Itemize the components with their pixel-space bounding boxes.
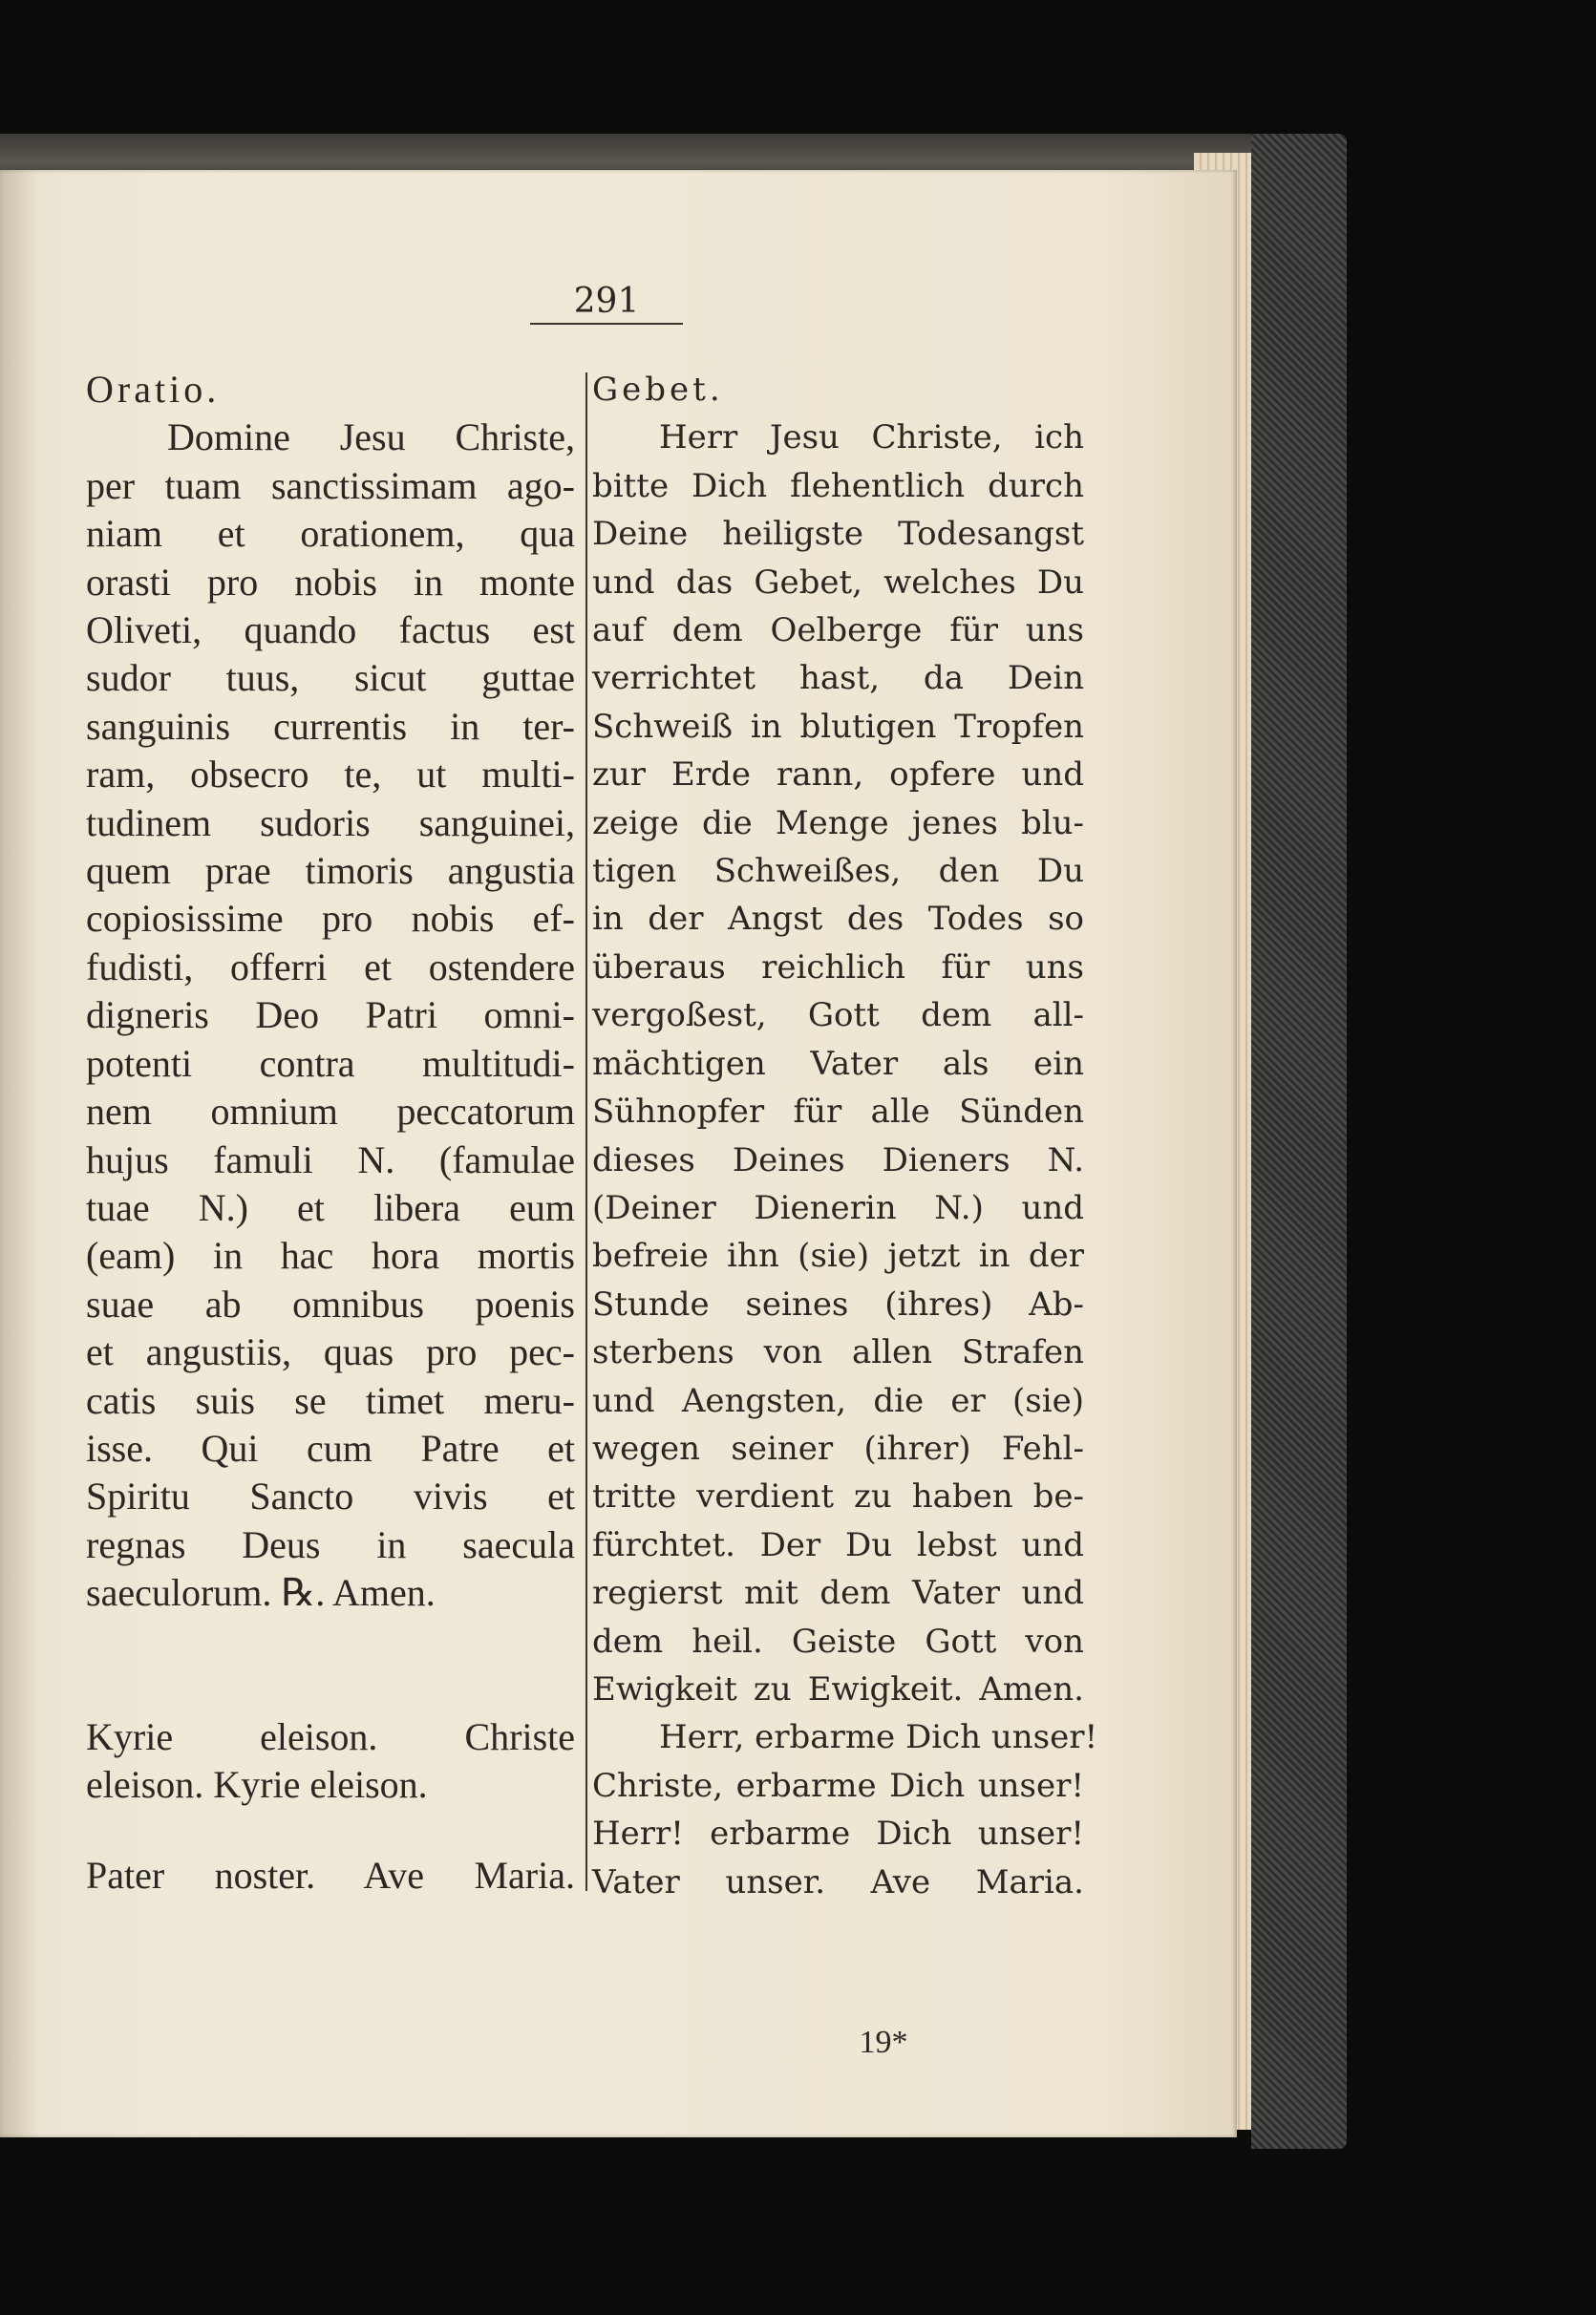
header-rule [530, 323, 683, 325]
latin-heading: Oratio. [86, 368, 221, 411]
latin-line: hujus famuli N. (famulae [86, 1137, 575, 1181]
german-line: dem heil. Geiste Gott von [592, 1622, 1084, 1661]
latin-line: fudisti, offerri et ostendere [86, 945, 575, 988]
latin-line: potenti contra multitudi- [86, 1041, 575, 1085]
german-line: (Deiner Dienerin N.) und [592, 1188, 1084, 1227]
latin-line: (eam) in hac hora mortis [86, 1234, 575, 1278]
book-cover-edge [1251, 134, 1347, 2149]
page-number: 291 [573, 282, 640, 321]
latin-line: copiosissime pro nobis ef- [86, 897, 575, 941]
german-line: zeige die Menge jenes blu- [592, 803, 1084, 842]
german-line: Herr, erbarme Dich unser! [659, 1718, 1098, 1757]
latin-line: tuae N.) et libera eum [86, 1185, 575, 1229]
german-line: und das Gebet, welches Du [592, 563, 1084, 602]
latin-line: niam et orationem, qua [86, 512, 575, 556]
german-line: Deine heiligste Todesangst [592, 515, 1084, 554]
german-line: dieses Deines Dieners N. [592, 1140, 1084, 1179]
german-line: vergoßest, Gott dem all- [592, 996, 1084, 1035]
german-line: zur Erde rann, opfere und [592, 755, 1084, 795]
german-line: tigen Schweißes, den Du [592, 852, 1084, 891]
latin-line: Oliveti, quando factus est [86, 608, 575, 652]
column-divider [585, 372, 587, 1891]
german-line: überaus reichlich für uns [592, 947, 1084, 987]
german-line: befreie ihn (sie) jetzt in der [592, 1237, 1084, 1276]
german-line: mächtigen Vater als ein [592, 1044, 1084, 1083]
latin-column [86, 366, 575, 1901]
german-line: Christe, erbarme Dich unser! [592, 1766, 1084, 1805]
german-line: Vater unser. Ave Maria. [592, 1862, 1084, 1901]
latin-line: suae ab omnibus poenis [86, 1282, 575, 1326]
german-column [592, 366, 1098, 1906]
german-line: und Aengsten, die er (sie) [592, 1381, 1084, 1420]
german-line: Stunde seines (ihres) Ab- [592, 1285, 1084, 1324]
latin-line: isse. Qui cum Patre et [86, 1426, 575, 1470]
german-line: tritte verdient zu haben be- [592, 1477, 1084, 1517]
german-line: auf dem Oelberge für uns [592, 611, 1084, 650]
latin-line: sanguinis currentis in ter- [86, 704, 575, 748]
german-line: wegen seiner (ihrer) Fehl- [592, 1429, 1084, 1468]
german-line: Ewigkeit zu Ewigkeit. Amen. [592, 1669, 1084, 1709]
latin-line: catis suis se timet meru- [86, 1378, 575, 1422]
latin-line: sudor tuus, sicut guttae [86, 656, 575, 700]
german-line: in der Angst des Todes so [592, 900, 1084, 939]
german-line: Schweiß in blutigen Tropfen [592, 707, 1084, 746]
latin-line: nem omnium peccatorum [86, 1090, 575, 1134]
latin-line: quem prae timoris angustia [86, 849, 575, 893]
german-line: regierst mit dem Vater und [592, 1574, 1084, 1613]
german-line: verrichtet hast, da Dein [592, 659, 1084, 698]
latin-line: saeculorum. ℞. Amen. [86, 1571, 436, 1615]
latin-line: digneris Deo Patri omni- [86, 993, 575, 1037]
latin-line: ram, obsecro te, ut multi- [86, 753, 575, 796]
signature-mark: 19* [859, 2025, 908, 2060]
kyrie-line: eleison. Kyrie eleison. [86, 1762, 428, 1806]
latin-line: tudinem sudoris sanguinei, [86, 800, 575, 844]
latin-line: per tuam sanctissimam ago- [86, 463, 575, 507]
latin-line: orasti pro nobis in monte [86, 560, 575, 604]
german-line: Herr! erbarme Dich unser! [592, 1815, 1084, 1854]
german-line: Sühnopfer für alle Sünden [592, 1093, 1084, 1132]
pater-line: Pater noster. Ave Maria. [86, 1854, 575, 1898]
latin-line: Domine Jesu Christe, [167, 415, 575, 459]
german-line: sterbens von allen Strafen [592, 1333, 1084, 1372]
latin-line: et angustiis, quas pro pec- [86, 1330, 575, 1374]
german-line: bitte Dich flehentlich durch [592, 466, 1084, 505]
latin-line: regnas Deus in saecula [86, 1522, 575, 1566]
german-heading: Gebet. [592, 371, 724, 409]
kyrie-line: Kyrie eleison. Christe [86, 1714, 575, 1758]
german-line: fürchtet. Der Du lebst und [592, 1525, 1084, 1564]
german-line: Herr Jesu Christe, ich [659, 418, 1084, 457]
latin-line: Spiritu Sancto vivis et [86, 1475, 575, 1519]
